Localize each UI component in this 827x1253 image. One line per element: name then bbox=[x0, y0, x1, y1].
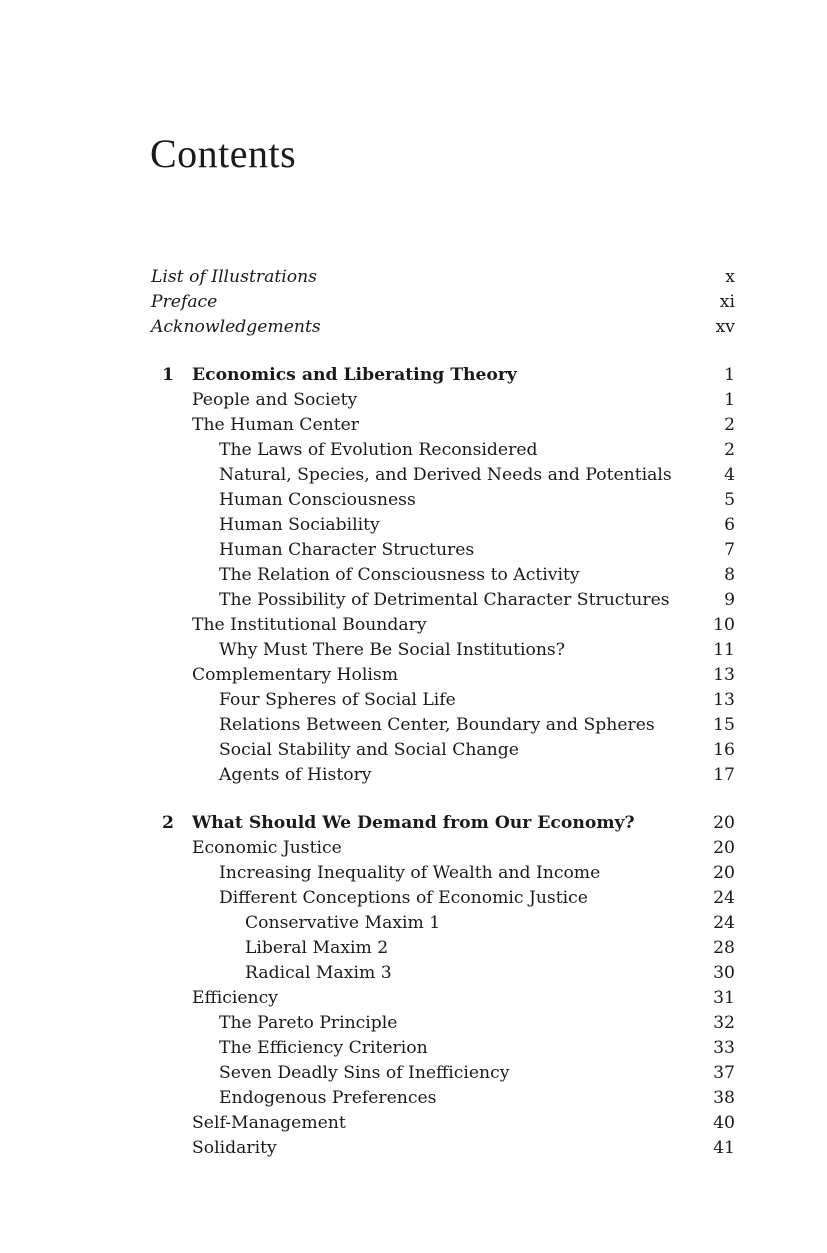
toc-page-number: 20 bbox=[713, 863, 735, 883]
toc-entry-title: Liberal Maxim 2 bbox=[245, 938, 389, 958]
toc-page-number: 17 bbox=[713, 765, 735, 785]
chapter-number: 2 bbox=[162, 813, 174, 833]
toc-entry-title: List of Illustrations bbox=[151, 267, 317, 287]
toc-entry-title: Efficiency bbox=[192, 988, 278, 1008]
toc-entry-title: Natural, Species, and Derived Needs and Potentials bbox=[219, 465, 672, 485]
section-entry bbox=[151, 1036, 735, 1061]
toc-entry-title: Agents of History bbox=[219, 765, 372, 785]
toc-page-number: 33 bbox=[713, 1038, 735, 1058]
toc-page-number: 6 bbox=[724, 515, 735, 535]
toc-page-number: xi bbox=[719, 292, 735, 312]
toc-entry-title: Human Character Structures bbox=[219, 540, 475, 560]
chapter-entry bbox=[151, 811, 735, 836]
toc-entry-title: The Institutional Boundary bbox=[192, 615, 427, 635]
toc-page-number: 7 bbox=[724, 540, 735, 560]
toc-entry-title: Acknowledgements bbox=[151, 317, 321, 337]
toc-entry-title: The Possibility of Detrimental Character Structures bbox=[219, 590, 670, 610]
section-entry bbox=[151, 513, 735, 538]
section-entry bbox=[151, 886, 735, 911]
section-entry bbox=[151, 836, 735, 861]
section-entry bbox=[151, 563, 735, 588]
toc-entry-title: Four Spheres of Social Life bbox=[219, 690, 456, 710]
front-matter-entry bbox=[151, 315, 735, 340]
toc-page-number: 20 bbox=[713, 838, 735, 858]
section-entry bbox=[151, 1111, 735, 1136]
toc-page-number: 24 bbox=[713, 913, 735, 933]
section-entry bbox=[151, 861, 735, 886]
toc-entry-title: The Pareto Principle bbox=[219, 1013, 398, 1033]
toc-page-number: 15 bbox=[713, 715, 735, 735]
section-entry bbox=[151, 738, 735, 763]
toc-entry-title: Economics and Liberating Theory bbox=[192, 365, 517, 385]
section-entry bbox=[151, 688, 735, 713]
section-entry bbox=[151, 488, 735, 513]
toc-entry-title: The Laws of Evolution Reconsidered bbox=[219, 440, 538, 460]
chapter-entry bbox=[151, 363, 735, 388]
toc-page-number: 32 bbox=[713, 1013, 735, 1033]
section-gap bbox=[151, 788, 735, 811]
section-gap bbox=[151, 340, 735, 363]
toc-entry-title: What Should We Demand from Our Economy? bbox=[192, 813, 635, 833]
toc-entry-title: People and Society bbox=[192, 390, 358, 410]
toc-page-number: 13 bbox=[713, 665, 735, 685]
toc-page-number: 4 bbox=[724, 465, 735, 485]
toc-entry-title: Conservative Maxim 1 bbox=[245, 913, 441, 933]
toc-page-number: 28 bbox=[713, 938, 735, 958]
toc-entry-title: Relations Between Center, Boundary and Spheres bbox=[219, 715, 655, 735]
section-entry bbox=[151, 538, 735, 563]
section-entry bbox=[151, 438, 735, 463]
section-entry bbox=[151, 1086, 735, 1111]
toc-page-number: 5 bbox=[724, 490, 735, 510]
toc-page-number: 8 bbox=[724, 565, 735, 585]
toc-entry-title: Why Must There Be Social Institutions? bbox=[219, 640, 565, 660]
section-entry bbox=[151, 763, 735, 788]
front-matter-entry bbox=[151, 290, 735, 315]
toc-entry-title: Radical Maxim 3 bbox=[245, 963, 392, 983]
toc-page-number: 20 bbox=[713, 813, 735, 833]
toc-entry-title: Seven Deadly Sins of Inefficiency bbox=[219, 1063, 510, 1083]
toc-page-number: 11 bbox=[713, 640, 735, 660]
toc-page-number: 41 bbox=[713, 1138, 735, 1158]
section-entry bbox=[151, 1136, 735, 1161]
toc-page-number: xv bbox=[715, 317, 735, 337]
toc-page-number: x bbox=[725, 267, 735, 287]
section-entry bbox=[151, 388, 735, 413]
toc-entry-title: Preface bbox=[151, 292, 218, 312]
toc-entry-title: Human Sociability bbox=[219, 515, 380, 535]
toc-entry-title: Social Stability and Social Change bbox=[219, 740, 519, 760]
toc-page-number: 1 bbox=[724, 365, 735, 385]
section-entry bbox=[151, 961, 735, 986]
toc-entry-title: Endogenous Preferences bbox=[219, 1088, 437, 1108]
page-title: Contents bbox=[150, 131, 297, 176]
toc-page-number: 2 bbox=[724, 440, 735, 460]
section-entry bbox=[151, 713, 735, 738]
toc-entry-title: Complementary Holism bbox=[192, 665, 398, 685]
toc-entry-title: Different Conceptions of Economic Justice bbox=[219, 888, 588, 908]
section-entry bbox=[151, 936, 735, 961]
toc-entry-title: Increasing Inequality of Wealth and Income bbox=[219, 863, 601, 883]
toc-page-number: 30 bbox=[713, 963, 735, 983]
section-entry bbox=[151, 613, 735, 638]
toc-page-number: 31 bbox=[713, 988, 735, 1008]
toc-page-number: 2 bbox=[724, 415, 735, 435]
toc-page-number: 9 bbox=[724, 590, 735, 610]
section-entry bbox=[151, 638, 735, 663]
section-entry bbox=[151, 1061, 735, 1086]
section-entry bbox=[151, 663, 735, 688]
toc-page-number: 38 bbox=[713, 1088, 735, 1108]
toc-entry-title: The Relation of Consciousness to Activity bbox=[219, 565, 580, 585]
toc-page-number: 24 bbox=[713, 888, 735, 908]
front-matter-entry bbox=[151, 265, 735, 290]
section-entry bbox=[151, 588, 735, 613]
toc-entry-title: Self-Management bbox=[192, 1113, 346, 1133]
chapter-number: 1 bbox=[162, 365, 174, 385]
toc-page-number: 10 bbox=[713, 615, 735, 635]
toc-entry-title: The Efficiency Criterion bbox=[219, 1038, 428, 1058]
table-of-contents bbox=[151, 265, 735, 1161]
section-entry bbox=[151, 1011, 735, 1036]
section-entry bbox=[151, 911, 735, 936]
section-entry bbox=[151, 413, 735, 438]
toc-entry-title: Solidarity bbox=[192, 1138, 277, 1158]
toc-entry-title: Economic Justice bbox=[192, 838, 342, 858]
toc-entry-title: The Human Center bbox=[192, 415, 359, 435]
toc-entry-title: Human Consciousness bbox=[219, 490, 416, 510]
toc-page-number: 1 bbox=[724, 390, 735, 410]
section-entry bbox=[151, 986, 735, 1011]
section-entry bbox=[151, 463, 735, 488]
toc-page-number: 13 bbox=[713, 690, 735, 710]
toc-page-number: 37 bbox=[713, 1063, 735, 1083]
toc-page-number: 40 bbox=[713, 1113, 735, 1133]
toc-page-number: 16 bbox=[713, 740, 735, 760]
